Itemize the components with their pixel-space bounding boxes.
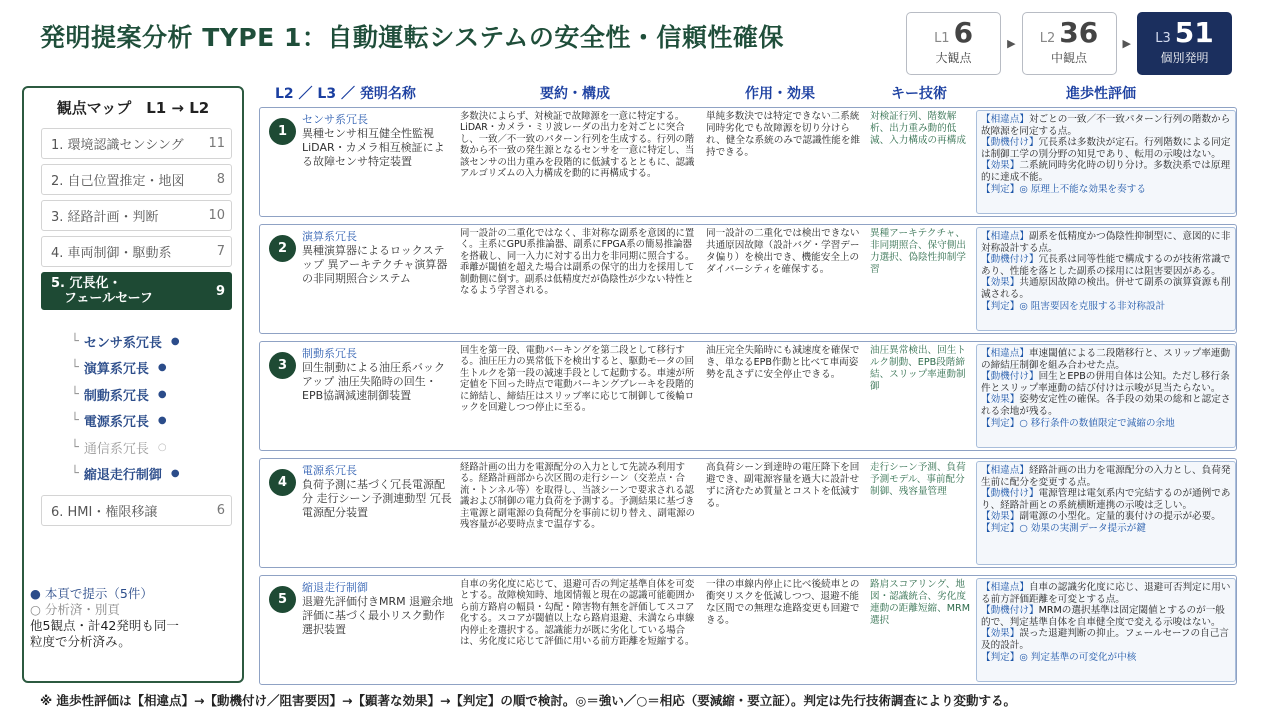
eval-line — [981, 160, 1231, 183]
sub-item-power-redundancy[interactable] — [71, 408, 242, 435]
invention-name-cell — [302, 230, 454, 286]
evaluation-cell — [976, 227, 1236, 331]
key-tech-cell: 油圧異常検出、回生トルク制動、EPB段階締結、スリップ率連動制御 — [870, 345, 966, 392]
eval-tag: 【動機付け】 — [981, 371, 1039, 383]
l2-category: センサ系冗長 — [302, 113, 368, 126]
verdict-text: ○ 移行条件の数値限定で減縮の余地 — [1019, 417, 1175, 429]
effect-cell: 油圧完全失陥時にも減速度を確保でき、単なるEPB作動と比べて車両姿勢を乱さずに安全停止できる。 — [706, 345, 860, 380]
eval-text: MRMの選択基準は固定閾値とするのが一般的で、判定基準自体を自車健全度で変える示唆はない。 — [981, 605, 1225, 628]
summary-cell: 自車の劣化度に応じて、退避可否の判定基準自体を可変とする。故障検知時、地図情報と現在の認識可能範囲から前方路肩の幅員・勾配・障害物有無を評価してスコア化する。スコアが閾値以上なら路肩退避、未満なら車線内停止を選択する。認識能力が既に劣化している場合は、劣化度に応じて評価に用いる前方距離を短縮する。 — [460, 579, 695, 648]
sidebar-item-redundancy[interactable] — [41, 272, 232, 310]
eval-tag: 【判定】 — [981, 522, 1020, 534]
eval-line — [981, 605, 1231, 628]
evaluation-cell — [976, 578, 1236, 682]
sub-item-label: 演算系冗長 — [83, 362, 149, 378]
sub-item-compute-redundancy[interactable] — [71, 355, 242, 382]
sidebar-item-label: 2. 自己位置推定・地図 — [51, 174, 185, 189]
level-tag: L1 — [934, 31, 950, 46]
effect-cell: 同一設計の二重化では検出できない共通原因故障（設計バグ・学習データ偏り）を検出でき、機能安全上のダイバーシティを確保する。 — [706, 228, 860, 275]
sidebar-item-vehicle-control[interactable] — [41, 236, 232, 267]
eval-line — [981, 137, 1231, 160]
eval-text: 車速閾値による二段階移行と、スリップ率連動の締結圧制御を組み合わせた点。 — [981, 348, 1231, 371]
sidebar-item-label: 1. 環境認識センシング — [51, 138, 184, 153]
key-tech-cell: 路肩スコアリング、地図・認識統合、劣化度連動の距離短縮、MRM選択 — [870, 579, 970, 626]
eval-tag: 【動機付け】 — [981, 605, 1039, 617]
eval-tag: 【相違点】 — [981, 114, 1029, 125]
filled-dot-icon: ● — [157, 415, 167, 427]
sidebar-item-sensing[interactable] — [41, 128, 232, 159]
hollow-dot-icon: ○ — [157, 441, 167, 453]
level-tag: L2 — [1039, 31, 1056, 46]
sub-item-label: センサ系冗長 — [83, 335, 162, 351]
legend-note: 他5観点・計42発明も同一 — [30, 618, 179, 633]
invention-title: 退避先評価付きMRM 退避余地評価に基づく最小リスク動作選択装置 — [302, 595, 454, 636]
eval-line — [981, 511, 1231, 523]
effect-cell: 単純多数決では特定できない二系統同時劣化でも故障源を切り分けられ、健全な系統のみで認識性能を維持できる。 — [706, 111, 861, 158]
eval-line — [981, 348, 1231, 371]
level-l2-card[interactable] — [1022, 12, 1117, 75]
filled-dot-icon: ● — [170, 468, 180, 480]
row-number-badge: 4 — [269, 469, 296, 496]
level-count: 51 — [1174, 16, 1214, 49]
legend-shown: ● 本頁で提示（5件） — [30, 586, 153, 601]
level-label: 個別発明 — [1160, 51, 1209, 65]
sidebar-item-count: 10 — [208, 208, 225, 223]
l2-category: 電源系冗長 — [302, 464, 357, 477]
eval-line — [981, 488, 1231, 511]
invention-name-cell — [302, 581, 454, 637]
eval-line — [981, 301, 1231, 313]
eval-tag: 【効果】 — [981, 628, 1020, 640]
verdict-text: ○ 効果の実測データ提示が鍵 — [1019, 522, 1146, 534]
sidebar-item-count: 6 — [216, 503, 225, 518]
table-row[interactable] — [259, 341, 1237, 451]
sidebar-item-planning[interactable] — [41, 200, 232, 231]
eval-tag: 【判定】 — [981, 183, 1020, 195]
evaluation-cell — [976, 344, 1236, 448]
column-header-effect: 作用・効果 — [745, 86, 815, 102]
summary-cell: 多数決によらず、対検証で故障源を一意に特定する。LiDAR・カメラ・ミリ波レーダの出力を対ごとに突合し、一致／不一致のパターン行列を生成する。行列の階数から不一致の発生源となるセンサを一意に特定し、当該センサの出力重みを段階的に低減するとともに、認識アルゴリズムの入力構成を動的に再構成する。 — [460, 111, 695, 180]
eval-text: 冗長系は同等性能で構成するのが技術常識であり、性能を落とした副系の採用には阻害要因がある。 — [981, 254, 1231, 277]
sidebar-item-label: 3. 経路計画・判断 — [51, 210, 159, 225]
sidebar-item-count: 9 — [215, 283, 225, 299]
sub-item-comm-redundancy[interactable] — [71, 434, 242, 461]
column-header-key-tech: キー技術 — [891, 86, 947, 102]
sidebar-item-label-line: フェールセーフ — [51, 291, 153, 306]
sidebar-item-label: 4. 車両制御・駆動系 — [51, 246, 172, 261]
sub-item-label: 通信系冗長 — [83, 441, 149, 457]
sub-item-degraded-driving[interactable] — [71, 461, 242, 488]
table-header — [268, 80, 1238, 104]
eval-text: 自車の認識劣化度に応じ、退避可否判定に用いる前方評価距離を可変とする点。 — [981, 582, 1231, 605]
eval-text: 二系統同時劣化時の切り分け。多数決系では原理的に達成不能。 — [981, 160, 1231, 183]
eval-line — [981, 394, 1231, 417]
eval-tag: 【相違点】 — [981, 582, 1029, 593]
column-header-evaluation: 進歩性評価 — [1066, 86, 1136, 102]
tree-branch-icon: └ — [71, 439, 79, 455]
eval-line — [981, 254, 1231, 277]
sidebar-item-count: 11 — [208, 136, 225, 151]
sidebar-item-hmi[interactable] — [41, 495, 232, 526]
filled-dot-icon: ● — [170, 335, 180, 347]
invention-name-cell — [302, 347, 454, 403]
summary-cell: 回生を第一段、電動パーキングを第二段として移行する。油圧圧力の異常低下を検出すると、駆動モータの回生トルクを第一段の減速手段として起動する。車速が所定値を下回った時点で電動パーキングブレーキを段階的に締結し、締結圧はスリップ率に応じて制御して後輪ロックを回避しつつ停止に至る。 — [460, 345, 695, 414]
sub-item-brake-redundancy[interactable] — [71, 381, 242, 408]
level-counters — [906, 12, 1232, 75]
eval-text: 姿勢安定性の確保。各手段の効果の総和と認定される余地が残る。 — [981, 394, 1231, 417]
eval-text: 誤った退避判断の抑止。フェールセーフの自己言及的設計。 — [981, 628, 1229, 651]
eval-text: 電源管理は電気系内で完結するのが通例であり、経路計画との系統横断連携の示唆は乏しい。 — [981, 488, 1231, 511]
sidebar-item-count: 7 — [216, 244, 225, 259]
evaluation-cell — [976, 461, 1236, 565]
sub-item-label: 制動系冗長 — [83, 388, 149, 404]
eval-tag: 【相違点】 — [981, 348, 1029, 359]
legend-note: 粒度で分析済み。 — [30, 634, 131, 649]
eval-tag: 【動機付け】 — [981, 488, 1039, 500]
eval-tag: 【効果】 — [981, 277, 1020, 289]
eval-tag: 【相違点】 — [981, 231, 1029, 242]
row-number-badge: 5 — [269, 586, 296, 613]
eval-tag: 【判定】 — [981, 300, 1020, 312]
verdict-text: ◎ 原理上不能な効果を奏する — [1019, 183, 1146, 195]
table-row[interactable] — [259, 575, 1237, 685]
column-header-name: L2 ／ L3 ／ 発明名称 — [275, 86, 416, 102]
effect-cell: 一律の車線内停止に比べ後続車との衝突リスクを低減しつつ、退避不能な区間での無理な進路変更も回避できる。 — [706, 579, 860, 626]
eval-line — [981, 371, 1231, 394]
eval-line — [981, 231, 1231, 254]
row-number-badge: 2 — [269, 235, 296, 262]
sidebar-item-label: 6. HMI・権限移譲 — [51, 505, 158, 520]
eval-text: 副電源の小型化。定量的裏付けの提示が必要。 — [1019, 511, 1221, 523]
sidebar-item-count: 8 — [216, 172, 225, 187]
eval-tag: 【効果】 — [981, 394, 1020, 406]
summary-cell: 経路計画の出力を電源配分の入力として先読み利用する。経路計画部から次区間の走行シーン（交差点・合流・トンネル等）を取得し、当該シーンで要求される認識および制御の電力負荷を予測する。予測結果に基づき主電源と副電源の負荷配分を事前に切り替え、副電源の残容量が必要時点まで温存する。 — [460, 462, 695, 531]
sidebar-legend — [30, 586, 179, 650]
tree-branch-icon: └ — [71, 333, 79, 349]
row-number-badge: 1 — [269, 118, 296, 145]
eval-text: 共通原因故障の検出。併せて副系の演算資源も削減される。 — [981, 277, 1231, 300]
sidebar-item-localization[interactable] — [41, 164, 232, 195]
verdict-text: ◎ 阻害要因を克服する非対称設計 — [1019, 300, 1166, 312]
eval-tag: 【判定】 — [981, 417, 1020, 429]
eval-line — [981, 582, 1231, 605]
key-tech-cell: 異種アーキテクチャ、非同期照合、保守側出力選択、偽陰性抑制学習 — [870, 228, 966, 275]
level-tag: L3 — [1155, 31, 1171, 46]
invention-name-cell — [302, 113, 454, 169]
sub-item-sensor-redundancy[interactable] — [71, 328, 242, 355]
eval-text: 対ごとの一致／不一致パターン行列の階数から故障源を同定する点。 — [981, 114, 1231, 137]
tree-branch-icon: └ — [71, 466, 79, 482]
eval-tag: 【相違点】 — [981, 465, 1029, 476]
level-l1-card[interactable] — [906, 12, 1001, 75]
invention-title: 異種センサ相互健全性監視 LiDAR・カメラ相互検証による故障センサ特定装置 — [302, 127, 445, 168]
eval-tag: 【効果】 — [981, 160, 1020, 172]
tree-branch-icon: └ — [71, 360, 79, 376]
tree-branch-icon: └ — [71, 386, 79, 402]
table-row[interactable] — [259, 224, 1237, 334]
summary-cell: 同一設計の二重化ではなく、非対称な副系を意図的に置く。主系にGPU系推論器、副系にFPGA系の簡易推論器を搭載し、同一入力に対する出力を非同期に照合する。乖離が閾値を超えた場合は副系の保守的出力を採用して制動側に倒す。副系は低精度だが偽陰性が少ない特性となるよう学習される。 — [460, 228, 695, 297]
filled-dot-icon: ● — [157, 388, 167, 400]
column-header-summary: 要約・構成 — [540, 86, 610, 102]
eval-text: 経路計画の出力を電源配分の入力とし、負荷発生前に配分を変更する点。 — [981, 465, 1231, 488]
sidebar-item-label — [51, 276, 153, 306]
eval-line — [981, 652, 1231, 664]
eval-line — [981, 114, 1231, 137]
row-number-badge: 3 — [269, 352, 296, 379]
sub-item-label: 縮退走行制御 — [83, 468, 162, 484]
arrow-right-icon: ▶ — [1122, 37, 1131, 50]
sidebar-item-label-line: 5. 冗長化・ — [51, 276, 122, 291]
eval-line — [981, 418, 1231, 430]
level-l3-card[interactable] — [1137, 12, 1232, 75]
eval-tag: 【動機付け】 — [981, 254, 1039, 266]
page-title: 発明提案分析 TYPE 1：自動運転システムの安全性・信頼性確保 — [40, 23, 784, 52]
key-tech-cell: 対検証行列、階数解析、出力重み動的低減、入力構成の再構成 — [870, 111, 966, 146]
eval-text: 回生とEPBの併用自体は公知。ただし移行条件とスリップ率連動の結び付けは示唆が見当たらない。 — [981, 371, 1230, 394]
l2-category: 縮退走行制御 — [302, 581, 368, 594]
eval-line — [981, 523, 1231, 535]
level-label: 中観点 — [1051, 51, 1088, 65]
level-count: 6 — [953, 16, 974, 49]
l2-category: 制動系冗長 — [302, 347, 357, 360]
filled-dot-icon: ● — [157, 362, 167, 374]
l2-category: 演算系冗長 — [302, 230, 357, 243]
verdict-text: ◎ 判定基準の可変化が中核 — [1019, 651, 1137, 663]
sub-viewpoint-list — [71, 328, 242, 487]
eval-line — [981, 628, 1231, 651]
table-row[interactable] — [259, 107, 1237, 217]
eval-tag: 【効果】 — [981, 511, 1020, 523]
level-label: 大観点 — [935, 51, 972, 65]
tree-branch-icon: └ — [71, 413, 79, 429]
invention-name-cell — [302, 464, 454, 520]
invention-title: 回生制動による油圧系バックアップ 油圧失陥時の回生・EPB協調減速制御装置 — [302, 361, 445, 402]
eval-line — [981, 465, 1231, 488]
key-tech-cell: 走行シーン予測、負荷予測モデル、事前配分制御、残容量管理 — [870, 462, 966, 497]
eval-text: 副系を低精度かつ偽陰性抑制型に、意図的に非対称設計する点。 — [981, 231, 1231, 254]
arrow-right-icon: ▶ — [1007, 37, 1016, 50]
footnote: ※ 進歩性評価は【相違点】→【動機付け／阻害要因】→【顕著な効果】→【判定】の順で検討。◎＝強い／○＝相応（要減縮・要立証）。判定は先行技術調査により変動する。 — [40, 693, 1016, 708]
eval-line — [981, 277, 1231, 300]
invention-title: 異種演算器によるロックステップ 異アーキテクチャ演算器の非同期照合システム — [302, 244, 448, 285]
effect-cell: 高負荷シーン到達時の電圧降下を回避でき、副電源容量を過大に設計せずに済むため質量とコストを低減する。 — [706, 462, 860, 509]
legend-other-page: ○ 分析済・別頁 — [30, 602, 120, 617]
sidebar-heading: 観点マップ L1 → L2 — [56, 99, 210, 117]
table-row[interactable] — [259, 458, 1237, 568]
evaluation-cell — [976, 110, 1236, 214]
invention-title: 負荷予測に基づく冗長電源配分 走行シーン予測連動型 冗長電源配分装置 — [302, 478, 452, 519]
eval-text: 冗長系は多数決が定石。行列階数による同定は制御工学の別分野の知見であり、転用の示唆はない。 — [981, 137, 1231, 160]
sub-item-label: 電源系冗長 — [83, 415, 149, 431]
eval-tag: 【判定】 — [981, 651, 1020, 663]
eval-tag: 【動機付け】 — [981, 137, 1039, 149]
eval-line — [981, 184, 1231, 196]
level-count: 36 — [1059, 16, 1099, 49]
